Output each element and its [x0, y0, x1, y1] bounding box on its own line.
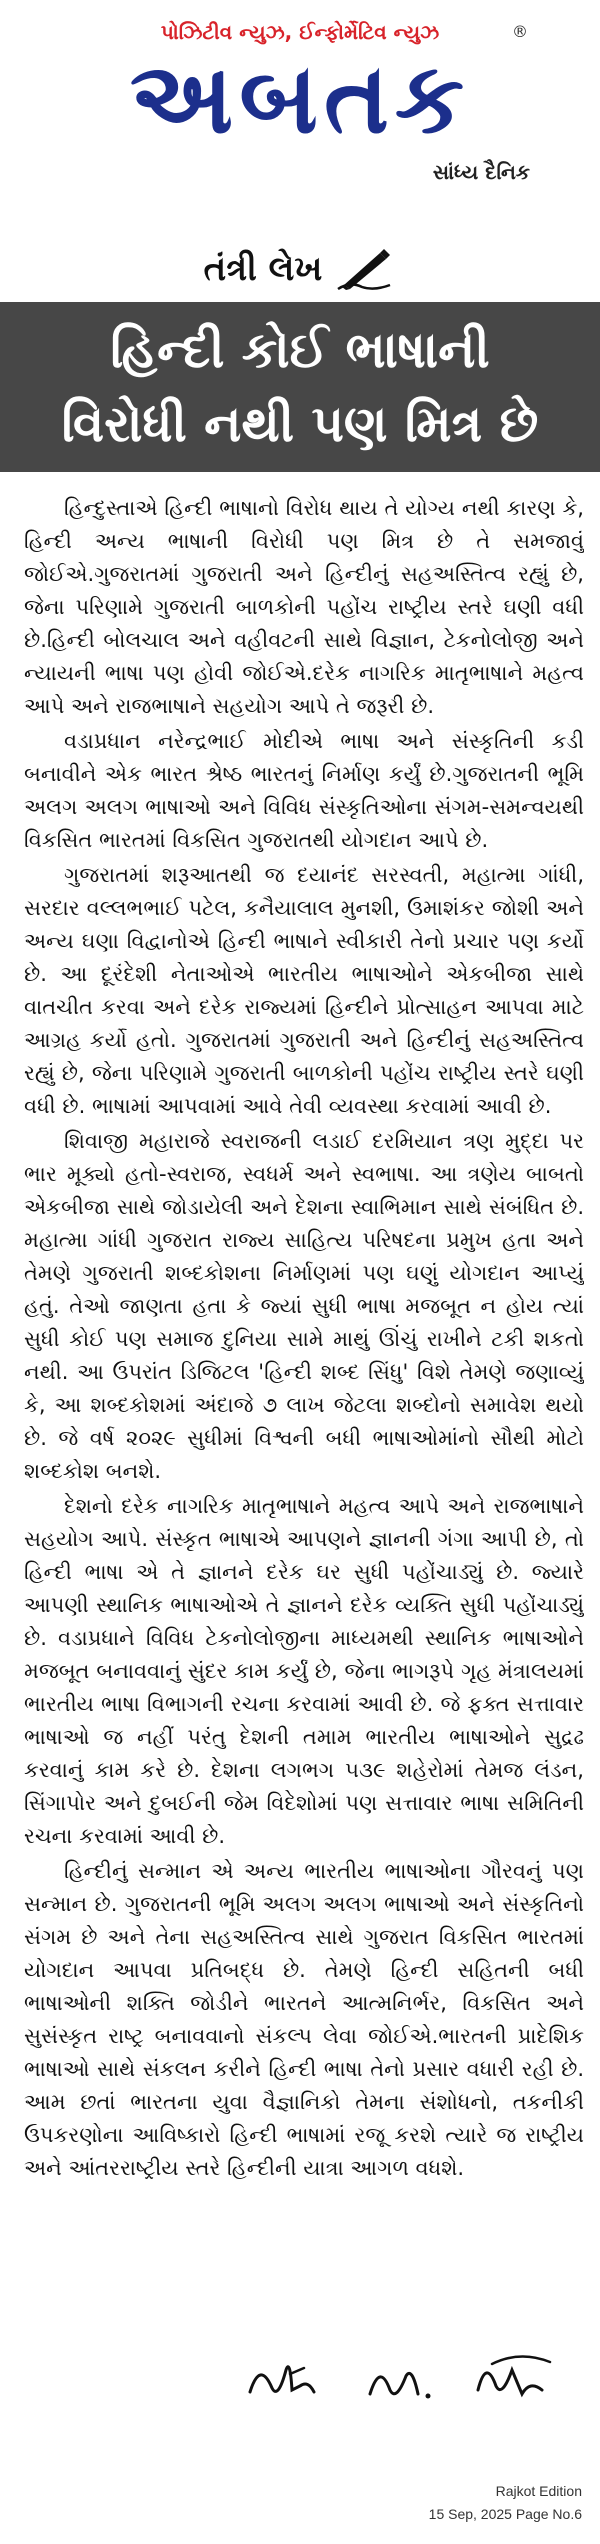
section-label: તંત્રી લેખ — [203, 249, 323, 289]
footer-date-page: 15 Sep, 2025 Page No.6 — [428, 2506, 582, 2522]
article-paragraph-5: દેશનો દરેક નાગરિક માતૃભાષાને મહત્વ આપે અને રાજભાષાને સહયોગ આપે. સંસ્કૃત ભાષાએ આપણને જ્ઞાનની ગંગા આપી છે, તો હિન્દી ભાષા એ તે જ્ઞાનને દરેક ઘર સુધી પહોંચાડ્યું છે. જ્યારે આપણી સ્થાનિક ભાષાઓએ તે જ્ઞાનને દરેક વ્યક્તિ સુધી પહોંચાડ્યું છે. વડાપ્રધાને વિવિધ ટેકનોલોજીના માધ્યમથી સ્થાનિક ભાષાઓને મજબૂત બનાવવાનું સુંદર કામ કર્યું છે, જેના ભાગરૂપે ગૃહ મંત્રાલયમાં ભારતીય ભાષા વિભાગની રચના કરવામાં આવી છે. જે ફક્ત સત્તાવાર ભાષાઓ જ નહીં પરંતુ દેશની તમામ ભારતીય ભાષાઓને સુદ્રઢ કરવાનું કામ કરે છે. દેશના લગભગ ૫૩૯ શહેરોમાં તેમજ લંડન, સિંગાપોર અને દુબઈની જેમ વિદેશોમાં પણ સત્તાવાર ભાષા સમિતિની રચના કરવામાં આવી છે. — [24, 1494, 584, 1848]
headline-banner — [0, 302, 600, 472]
edition-type: સાંધ્ય દૈનિક — [432, 160, 530, 184]
article-paragraph-2: વડાપ્રધાન નરેન્દ્રભાઈ મોદીએ ભાષા અને સંસ્કૃતિની કડી બનાવીને એક ભારત શ્રેષ્ઠ ભારતનું નિર્માણ કર્યું છે.ગુજરાતની ભૂમિ અલગ અલગ ભાષાઓ અને વિવિધ સંસ્કૃતિઓના સંગમ-સમન્વયથી વિકસિત ભારતમાં વિકસિત ગુજરાતથી યોગદાન આપે છે. — [24, 729, 584, 852]
article-paragraph-3: ગુજરાતમાં શરૂઆતથી જ દયાનંદ સરસ્વતી, મહાત્મા ગાંધી, સરદાર વલ્લભભાઈ પટેલ, કનૈયાલાલ મુનશી, ઉમાશંકર જોશી અને અન્ય ઘણા વિદ્વાનોએ હિન્દી ભાષાને સ્વીકારી તેનો પ્રચાર પણ કર્યો છે. આ દૂરંદેશી નેતાઓએ ભારતીય ભાષાઓને એકબીજા સાથે વાતચીત કરવા અને દરેક રાજ્યમાં હિન્દીને પ્રોત્સાહન આપવા માટે આગ્રહ કર્યો હતો. ગુજરાતમાં ગુજરાતી અને હિન્દીનું સહઅસ્તિત્વ રહ્યું છે, જેના પરિણામે ગુજરાતી બાળકોની પહોંચ રાષ્ટ્રીય સ્તરે ઘણી વધી છે. ભાષામાં આપવામાં આવે તેવી વ્યવસ્થા કરવામાં આવી છે. — [24, 863, 584, 1118]
pen-writing-icon — [336, 247, 392, 291]
headline-line-1: હિન્દી કોઈ ભાષાની — [110, 321, 490, 379]
newspaper-logo: અબતક — [129, 44, 471, 154]
handwritten-signature — [230, 2340, 570, 2420]
masthead-tagline: પોઝિટીવ ન્યુઝ, ઈન્ફોર્મેટિવ ન્યુઝ — [160, 20, 440, 44]
registered-mark: ® — [512, 22, 528, 41]
section-heading — [158, 243, 438, 295]
footer-edition: Rajkot Edition — [495, 2483, 582, 2499]
article-paragraph-6: હિન્દીનું સન્માન એ અન્ય ભારતીય ભાષાઓના ગૌરવનું પણ સન્માન છે. ગુજરાતની ભૂમિ અલગ અલગ ભાષાઓ અને સંસ્કૃતિનો સંગમ છે અને તેના સહઅસ્તિત્વ સાથે ગુજરાત વિકસિત ભારતમાં યોગદાન આપવા પ્રતિબદ્ધ છે. તેમણે હિન્દી સહિતની બધી ભાષાઓની શક્તિ જોડીને ભારતને આત્મનિર્ભર, વિકસિત અને સુસંસ્કૃત રાષ્ટ્ર બનાવવાનો સંકલ્પ લેવા જોઈએ.ભારતની પ્રાદેશિક ભાષાઓ સાથે સંકલન કરીને હિન્દી ભાષા તેનો પ્રસાર વધારી રહી છે. આમ છતાં ભારતના યુવા વૈજ્ઞાનિકો તેમના સંશોધનો, તકનીકી ઉપકરણોના આવિષ્કારો હિન્દી ભાષામાં રજૂ કરશે ત્યારે જ રાષ્ટ્રીય અને આંતરરાષ્ટ્રીય સ્તરે હિન્દીની યાત્રા આગળ વધશે. — [24, 1859, 584, 2180]
article-paragraph-1: હિન્દુસ્તાએ હિન્દી ભાષાનો વિરોધ થાય તે યોગ્ય નથી કારણ કે, હિન્દી અન્ય ભાષાની વિરોધી પણ મિત્ર છે તે સમજાવું જોઈએ.ગુજરાતમાં ગુજરાતી અને હિન્દીનું સહઅસ્તિત્વ રહ્યું છે, જેના પરિણામે ગુજરાતી બાળકોની પહોંચ રાષ્ટ્રીય સ્તરે ઘણી વધી છે.હિન્દી બોલચાલ અને વહીવટની સાથે વિજ્ઞાન, ટેકનોલોજી અને ન્યાયની ભાષા પણ હોવી જોઈએ.દરેક નાગરિક માતૃભાષાને મહત્વ આપે અને રાજભાષાને સહયોગ આપે તે જરૂરી છે. — [24, 496, 584, 718]
article-paragraph-4: શિવાજી મહારાજે સ્વરાજની લડાઈ દરમિયાન ત્રણ મુદ્દા પર ભાર મૂક્યો હતો-સ્વરાજ, સ્વધર્મ અને સ્વભાષા. આ ત્રણેય બાબતો એકબીજા સાથે જોડાયેલી અને દેશના સ્વાભિમાન સાથે સંબંધિત છે. મહાત્મા ગાંધી ગુજરાત રાજ્ય સાહિત્ય પરિષદના પ્રમુખ હતા અને તેમણે ગુજરાતી શબ્દકોશના નિર્માણમાં પણ ઘણું યોગદાન આપ્યું હતું. તેઓ જાણતા હતા કે જ્યાં સુધી ભાષા મજબૂત ન હોય ત્યાં સુધી કોઈ પણ સમાજ દુનિયા સામે માથું ઊંચું રાખીને ટકી શકતો નથી. આ ઉપરાંત ડિજિટલ 'હિન્દી શબ્દ સિંધુ' વિશે તેમણે જણાવ્યું કે, આ શબ્દકોશમાં અંદાજે ૭ લાખ જેટલા શબ્દોનો સમાવેશ થયો છે. જે વર્ષ ૨૦૨૯ સુધીમાં વિશ્વની બધી ભાષાઓમાંનો સૌથી મોટો શબ્દકોશ બનશે. — [24, 1129, 584, 1483]
article-body — [24, 492, 584, 2312]
masthead — [0, 0, 600, 205]
headline-line-2: વિરોધી નથી પણ મિત્ર છે — [61, 395, 539, 453]
